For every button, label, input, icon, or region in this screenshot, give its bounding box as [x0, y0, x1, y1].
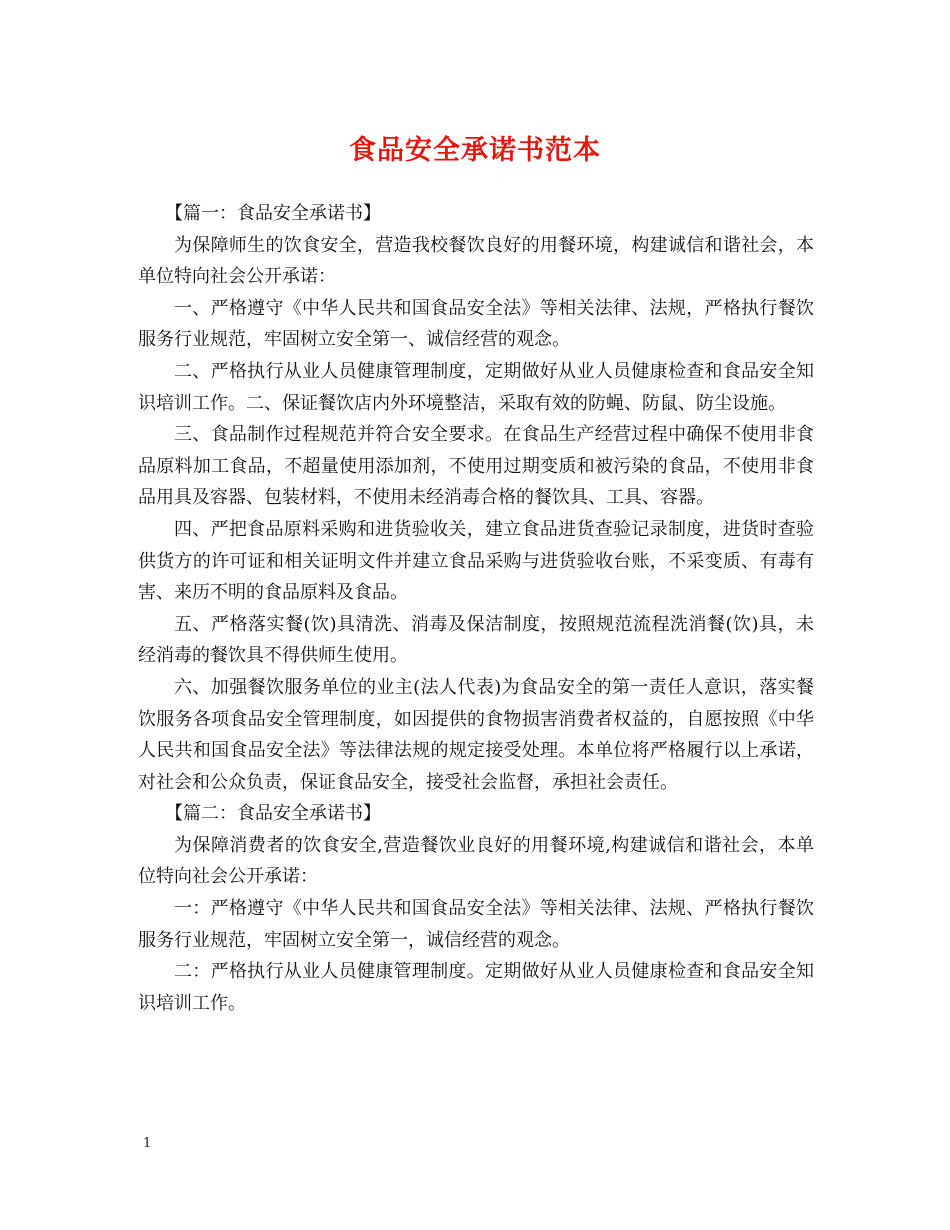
section-heading: 【篇二：食品安全承诺书】 — [165, 803, 381, 825]
paragraph: 二：严格执行从业人员健康管理制度。定期做好从业人员健康检查和食品安全知识培训工作。 — [138, 961, 814, 1014]
paragraph: 一：严格遵守《中华人民共和国食品安全法》等相关法律、法规、严格执行餐饮服务行业规范，牢固树立安全第一，诚信经营的观念。 — [138, 898, 814, 951]
section-heading: 【篇一：食品安全承诺书】 — [165, 203, 381, 224]
page-title: 食品安全承诺书范本 — [349, 135, 601, 166]
page-number: 1 — [143, 1136, 152, 1151]
paragraph: 二、严格执行从业人员健康管理制度，定期做好从业人员健康检查和食品安全知识培训工作。二、保证餐饮店内外环境整洁，采取有效的防蝇、防鼠、防尘设施。 — [138, 360, 814, 414]
paragraph: 六、加强餐饮服务单位的业主(法人代表)为食品安全的第一责任人意识，落实餐饮服务各项食品安全管理制度，如因提供的食物损害消费者权益的，自愿按照《中华人民共和国食品安全法》等法律法规的规定接受处理。本单位将严格履行以上承诺，对社会和公众负责，保证食品安全，接受社会监督，承担社会责任。 — [138, 676, 814, 793]
paragraph: 四、严把食品原料采购和进货验收关，建立食品进货查验记录制度，进货时查验供货方的许可证和相关证明文件并建立食品采购与进货验收台账，不采变质、有毒有害、来历不明的食品原料及食品。 — [138, 518, 814, 604]
paragraph: 为保障师生的饮食安全，营造我校餐饮良好的用餐环境，构建诚信和谐社会，本单位特向社会公开承诺： — [138, 234, 814, 288]
paragraph: 一、严格遵守《中华人民共和国食品安全法》等相关法律、法规，严格执行餐饮服务行业规范，牢固树立安全第一、诚信经营的观念。 — [138, 297, 814, 351]
paragraph: 五、严格落实餐(饮)具清洗、消毒及保洁制度，按照规范流程洗消餐(饮)具，未经消毒的餐饮具不得供师生使用。 — [138, 613, 814, 667]
paragraph: 为保障消费者的饮食安全,营造餐饮业良好的用餐环境,构建诚信和谐社会，本单位特向社会公开承诺： — [138, 834, 814, 888]
paragraph: 三、食品制作过程规范并符合安全要求。在食品生产经营过程中确保不使用非食品原料加工食品，不超量使用添加剂，不使用过期变质和被污染的食品，不使用非食品用具及容器、包装材料，不使用未经消毒合格的餐饮具、工具、容器。 — [138, 424, 814, 509]
document-body — [138, 198, 814, 1019]
